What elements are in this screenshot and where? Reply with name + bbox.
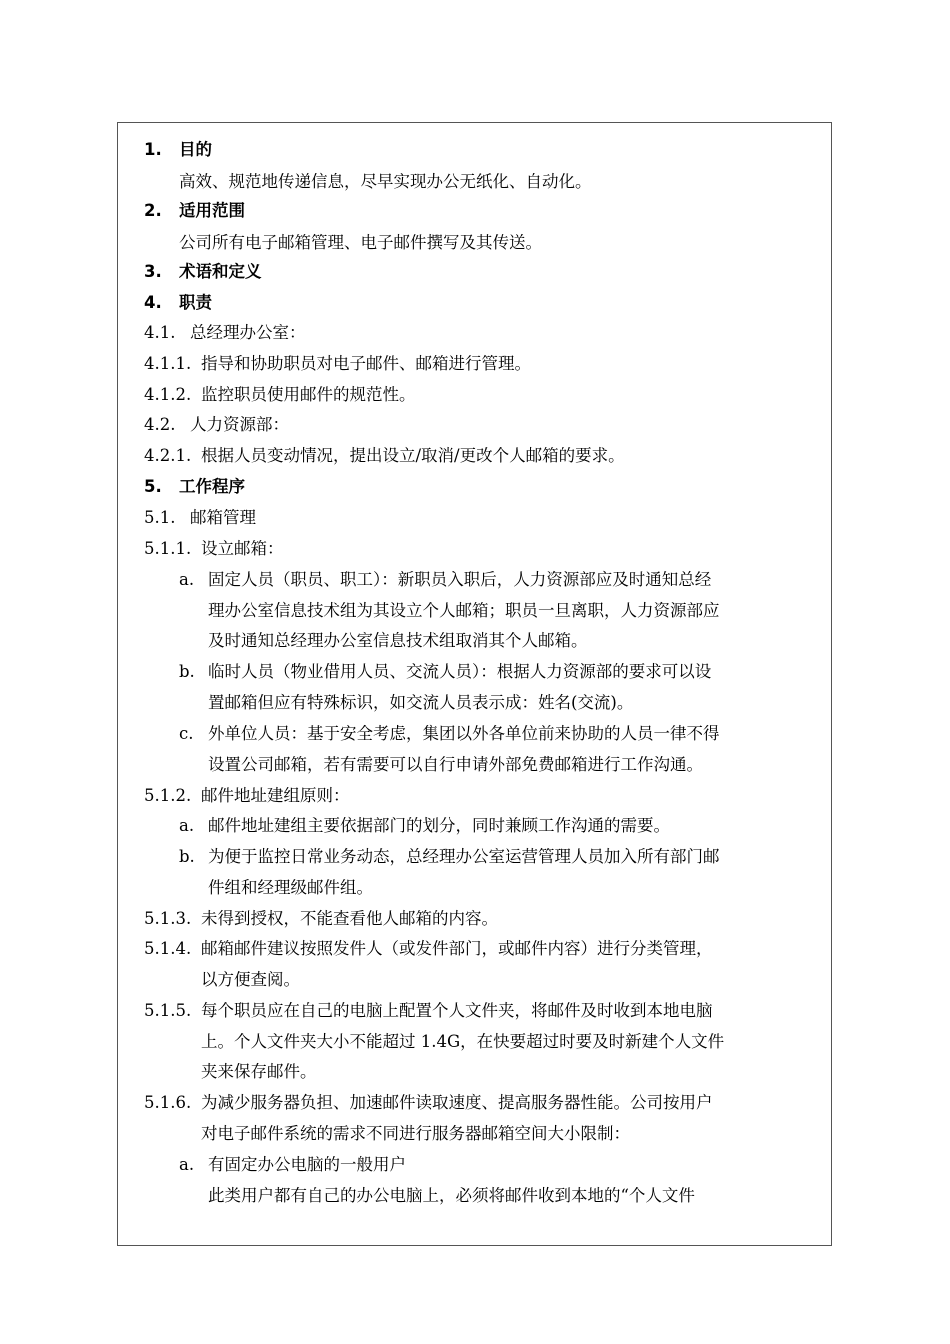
list-item-5-1-1-b-line2: 置邮箱但应有特殊标识，如交流人员表示成：姓名(交流)。 (208, 693, 634, 712)
section-4-1-2: 4.1.2. 监控职员使用邮件的规范性。 (144, 385, 416, 404)
list-item-5-1-2-b: b. 为便于监控日常业务动态，总经理办公室运营管理人员加入所有部门邮 (179, 847, 720, 866)
section-4-1-1: 4.1.1. 指导和协助职员对电子邮件、邮箱进行管理。 (144, 354, 531, 373)
section-4-heading: 4. 职责 (144, 293, 212, 312)
list-item-5-1-1-a: a. 固定人员（职员、职工）：新职员入职后，人力资源部应及时通知总经 (179, 570, 712, 589)
section-5-1-5-line3: 夹来保存邮件。 (201, 1062, 317, 1081)
section-5-1-6: 5.1.6. 为减少服务器负担、加速邮件读取速度、提高服务器性能。公司按用户 (144, 1093, 713, 1112)
list-item-5-1-6-a-line2: 此类用户都有自己的办公电脑上，必须将邮件收到本地的“个人文件 (208, 1186, 695, 1205)
section-1-heading: 1. 目的 (144, 140, 212, 159)
section-4-2-1: 4.2.1. 根据人员变动情况，提出设立/取消/更改个人邮箱的要求。 (144, 446, 625, 465)
list-item-5-1-6-a: a. 有固定办公电脑的一般用户 (179, 1155, 406, 1174)
section-1-body: 高效、规范地传递信息，尽早实现办公无纸化、自动化。 (179, 172, 592, 191)
section-4-2: 4.2. 人力资源部： (144, 415, 289, 434)
section-4-1: 4.1. 总经理办公室： (144, 323, 306, 342)
list-item-5-1-2-b-line2: 件组和经理级邮件组。 (208, 878, 373, 897)
list-item-5-1-2-a: a. 邮件地址建组主要依据部门的划分，同时兼顾工作沟通的需要。 (179, 816, 670, 835)
section-5-1-4: 5.1.4. 邮箱邮件建议按照发件人（或发件部门，或邮件内容）进行分类管理， (144, 939, 713, 958)
section-5-1-4-line2: 以方便查阅。 (201, 970, 300, 989)
section-5-1-6-line2: 对电子邮件系统的需求不同进行服务器邮箱空间大小限制： (201, 1124, 630, 1143)
list-item-5-1-1-a-line2: 理办公室信息技术组为其设立个人邮箱；职员一旦离职，人力资源部应 (208, 601, 720, 620)
section-5-heading: 5. 工作程序 (144, 477, 245, 496)
section-2-body: 公司所有电子邮箱管理、电子邮件撰写及其传送。 (179, 233, 542, 252)
section-5-1-5-line2: 上。个人文件夹大小不能超过 1.4G，在快要超过时要及时新建个人文件 (201, 1032, 725, 1051)
list-item-5-1-1-b: b. 临时人员（物业借用人员、交流人员）：根据人力资源部的要求可以设 (179, 662, 712, 681)
list-item-5-1-1-c: c. 外单位人员：基于安全考虑，集团以外各单位前来协助的人员一律不得 (179, 724, 720, 743)
section-5-1-1: 5.1.1. 设立邮箱： (144, 539, 284, 558)
section-5-1-3: 5.1.3. 未得到授权，不能查看他人邮箱的内容。 (144, 909, 498, 928)
section-3-heading: 3. 术语和定义 (144, 262, 262, 281)
section-5-1-2: 5.1.2. 邮件地址建组原则： (144, 786, 350, 805)
list-item-5-1-1-a-line3: 及时通知总经理办公室信息技术组取消其个人邮箱。 (208, 631, 588, 650)
section-5-1-5: 5.1.5. 每个职员应在自己的电脑上配置个人文件夹，将邮件及时收到本地电脑 (144, 1001, 713, 1020)
list-item-5-1-1-c-line2: 设置公司邮箱，若有需要可以自行申请外部免费邮箱进行工作沟通。 (208, 755, 703, 774)
section-5-1: 5.1. 邮箱管理 (144, 508, 256, 527)
section-2-heading: 2. 适用范围 (144, 201, 245, 220)
